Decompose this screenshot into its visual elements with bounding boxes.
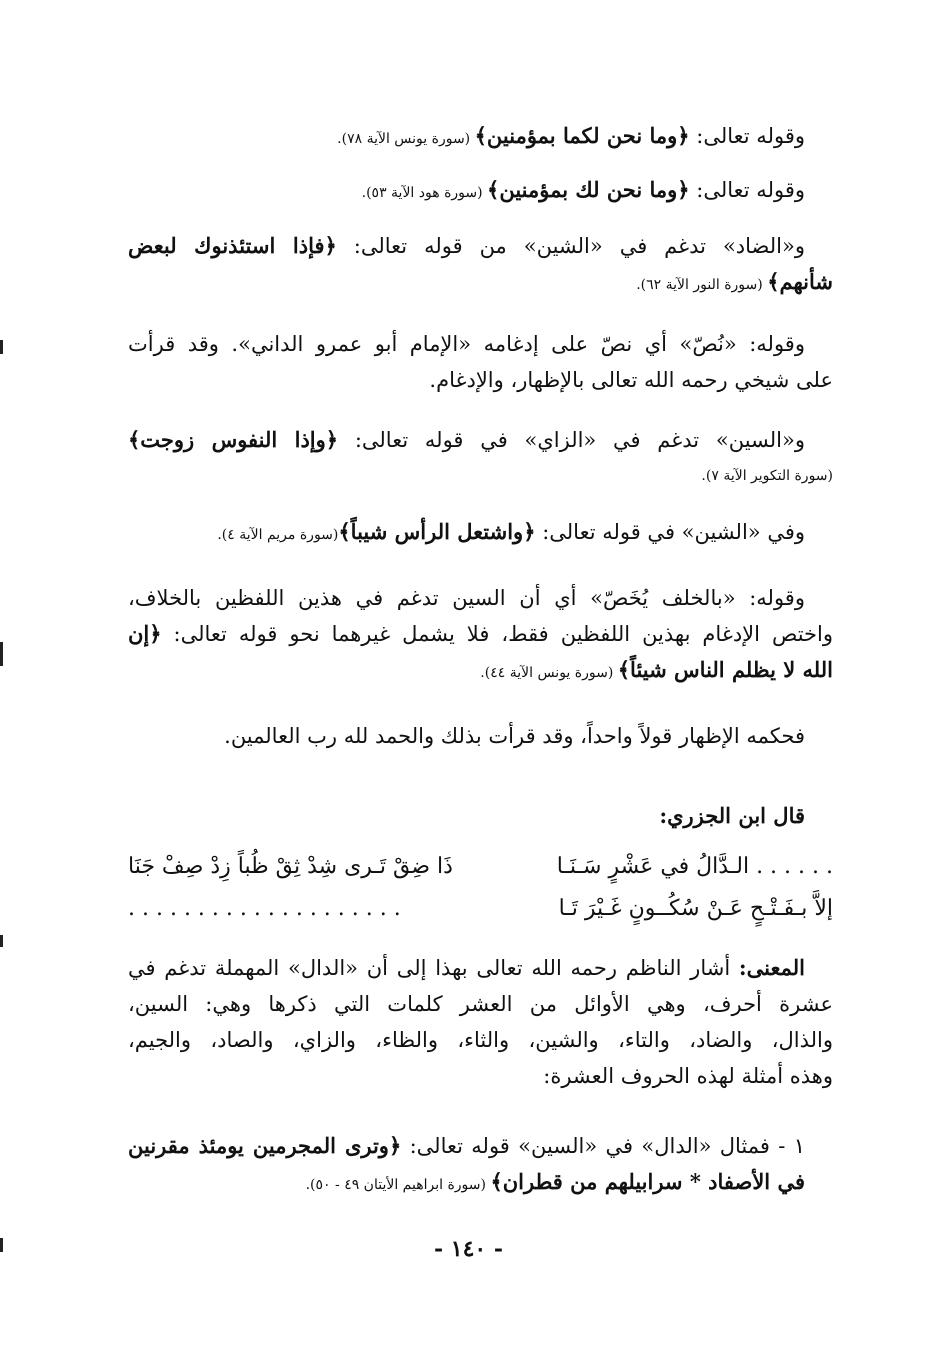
scan-mark (0, 340, 3, 354)
intro-text: وفي «الشين» في قوله تعالى: (535, 520, 805, 544)
paragraph-3 (128, 228, 833, 303)
quran-verse: الله لا يظلم الناس شيئاً﴾ (617, 657, 833, 682)
line (128, 950, 833, 986)
body-text: وقوله: «نُصّ» أي نصّ على إدغامه «الإمام أبو عمرو الداني». وقد قرأت (128, 332, 805, 356)
body-text: و«الضاد» تدغم في «الشين» من قوله تعالى: (336, 234, 805, 258)
line (128, 652, 833, 691)
body-text: عشرة أحرف، وهي الأوائل من العشر كلمات التي ذكرها وهي: السين، (128, 992, 833, 1016)
paragraph-8 (128, 718, 833, 754)
paragraph-11 (128, 1128, 833, 1203)
heading-text: قال ابن الجزري: (659, 803, 805, 828)
surah-reference: (سورة التكوير الآية ٧). (701, 468, 833, 484)
body-text: على شيخي رحمه الله تعالى بالإظهار، والإدغام. (429, 368, 833, 392)
scan-mark (0, 1238, 3, 1252)
quran-verse: ﴿واشتعل الرأس شيباً﴾ (338, 519, 536, 544)
body-text: والذال، والضاد، والتاء، والشين، والثاء، والظاء، والزاي، والصاد، والجيم، (128, 1028, 833, 1052)
scan-mark (0, 642, 3, 666)
paragraph-7 (128, 580, 833, 691)
body-text: وهذه أمثلة لهذه الحروف العشرة: (543, 1064, 833, 1088)
line (128, 616, 833, 652)
body-text: و«السين» تدغم في «الزاي» في قوله تعالى: (338, 428, 805, 452)
intro-text: وقوله تعالى: (689, 124, 805, 148)
paragraph-5 (128, 422, 833, 494)
scan-mark (0, 935, 3, 947)
line (128, 422, 833, 458)
poem-hemistich: . . . . . . الـدَّالُ في عَشْرٍ سَـنَـا (556, 854, 833, 879)
surah-reference: (سورة يونس الآية ٧٨). (337, 131, 475, 147)
surah-reference: (سورة هود الآية ٥٣). (361, 185, 488, 201)
paragraph-10 (128, 950, 833, 1094)
body-text: فحكمه الإظهار قولاً واحداً، وقد قرأت بذلك والحمد لله رب العالمين. (224, 724, 805, 748)
surah-reference: (سورة يونس الآية ٤٤). (480, 665, 618, 681)
quran-verse: ﴿فإذا استئذنوك لبعض (128, 233, 337, 258)
body-text: واختص الإدغام بهذين اللفظين فقط، فلا يشمل غيرهما نحو قوله تعالى: (161, 622, 833, 646)
line (128, 264, 833, 303)
quran-verse: ﴿إن (128, 621, 162, 646)
poem-hemistich: ذَا ضِقْ تَـرى شِدْ ثِقْ ظُباً زِدْ صِفْ جَنَا (128, 854, 453, 879)
page-number: - ١٤٠ - (433, 1236, 504, 1262)
surah-reference: (سورة ابراهيم الأيتان ٤٩ - ٥٠). (305, 1177, 491, 1193)
intro-text: وقوله تعالى: (689, 178, 805, 202)
poem (128, 848, 833, 928)
quran-verse: في الأصفاد * سرابيلهم من قطران﴾ (490, 1169, 805, 1194)
surah-reference: (سورة النور الآية ٦٢). (636, 277, 768, 293)
meaning-label: المعنى: (738, 955, 805, 980)
paragraph-6 (128, 514, 833, 553)
quran-verse: ﴿وإذا النفوس زوجت﴾ (128, 427, 339, 452)
line (128, 514, 805, 553)
quran-verse: ﴿وما نحن لك بمؤمنين﴾ (487, 177, 690, 202)
poem-heading (128, 798, 833, 834)
body-text: ١ - فمثال «الدال» في «السين» قوله تعالى: (401, 1134, 806, 1158)
body-text: وقوله: «بالخلف يُخَصّ» أي أن السين تدغم في هذين اللفظين بالخلاف، (128, 586, 805, 610)
quran-verse: ﴿وترى المجرمين يومئذ مقرنين (128, 1133, 402, 1158)
quran-verse: شأنهم﴾ (767, 269, 833, 294)
surah-reference: (سورة مريم الآية ٤). (217, 527, 339, 543)
paragraph-1 (128, 118, 833, 157)
quran-verse: ﴿وما نحن لكما بمؤمنين﴾ (474, 123, 690, 148)
paragraph-4 (128, 326, 833, 398)
paragraph-2 (128, 172, 833, 211)
line (128, 1164, 833, 1203)
line (128, 118, 805, 157)
body-text: أشار الناظم رحمه الله تعالى بهذا إلى أن «الدال» المهملة تدغم في (128, 956, 739, 980)
poem-hemistich: . . . . . . . . . . . . . . . . . . . . (128, 896, 401, 921)
line (128, 228, 833, 264)
line (128, 1128, 833, 1164)
poem-hemistich: إلاَّ بـفَـتْـحٍ عَـنْ سُكُــونٍ غَـيْرَ تَـا (558, 896, 833, 921)
line (128, 172, 805, 211)
